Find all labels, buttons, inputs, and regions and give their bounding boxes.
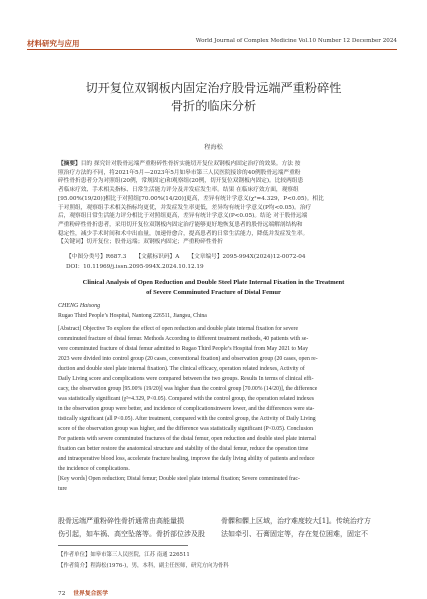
abstract-en-line: comminuted fracture of distal femur. Methods According to different treatment methods, 40 patients with se- bbox=[58, 336, 309, 342]
abstract-en-line: Daily Living score and complications were compared between the two groups. Results In terms of clinical effi- bbox=[58, 376, 314, 382]
author-bio-footnote: 【作者简介】程海松(1976-)，男，本科，副主任医师，研究方向为骨科 bbox=[58, 563, 229, 569]
body-right-line: 骨髁和髁上区域，治疗难度较大[1]。传统治疗方 bbox=[221, 517, 371, 525]
article-number: 【文章编号】2095-994X(2024)12-0072-04 bbox=[188, 254, 306, 260]
body-column-left bbox=[58, 515, 208, 540]
abstract-en-line: fixation can better restore the anatomical structure and stability of the distal femur, reduce the operation time bbox=[58, 446, 309, 452]
abstract-cn-text: 目的 探究针对股骨远端严重粉碎性骨折实施切开复位双钢板内固定治疗的效果。方法 按 bbox=[80, 161, 301, 167]
abstract-cn bbox=[58, 160, 372, 247]
body-right-line: 法如牵引、石膏固定等，存在复位困难，固定不 bbox=[221, 529, 368, 538]
keywords-en-line: [Key words] Open reduction; Distal femur; Double steel plate internal fixation; Severe comminuted frac- bbox=[58, 476, 300, 482]
abstract-en-line: tistically significant (all P<0.05). After treatment, compared with the control group, the Activity of Daily Living bbox=[58, 416, 316, 422]
abstract-cn-line: 者临床疗效、手术相关指标、日常生活能力评分及并发症发生率。结果 在临床疗效方面，观察组 bbox=[58, 187, 299, 194]
abstract-en-line: the incidence of complications. bbox=[58, 466, 130, 472]
title-cn-line-1: 切开复位双钢板内固定治疗股骨远端严重粉碎性 bbox=[85, 81, 342, 95]
abstract-en-line: cacy, the observation group [95.00% (19/20)] was higher than the control group [70.00% (14/20)], the difference bbox=[58, 386, 318, 392]
abstract-en-line: score of the observation group was higher, and the difference was statistically significant (P<0.05). Conclusion bbox=[58, 426, 314, 432]
header-rule bbox=[27, 49, 397, 50]
abstract-cn-line: 于对照组，观察组手术相关指标均更优，并发症发生率更低，差异均有统计学意义(P均<0.05)。治疗 bbox=[58, 204, 312, 211]
abstract-cn-line: 严重粉碎性骨折患者，采用切开复位双钢板内固定治疗能够更好地恢复患者的股骨远端解剖结构和 bbox=[58, 221, 303, 228]
keywords-en-line: ture bbox=[58, 486, 67, 492]
body-left-line: 股骨远端严重粉碎性骨折通常由高能量损 bbox=[58, 517, 184, 525]
affiliation-en: Rugao Third People’s Hospital, Nantong 226511, Jiangsu, China bbox=[58, 313, 207, 319]
title-cn-line-2: 骨折的临床分析 bbox=[170, 99, 257, 113]
abstract-en-line: 2023 were divided into control group (20 cases, conventional fixation) and observation group (20 cases, open re- bbox=[58, 356, 318, 362]
footer-journal-name: 世界复合医学 bbox=[73, 591, 109, 597]
abstract-cn-line: 照治疗方法的不同，将2021年5月—2023年5月如皋市第三人民医院接诊的40例股骨远端严重粉 bbox=[58, 169, 301, 176]
page-number: 72 bbox=[58, 591, 66, 597]
author-en: CHENG Haisong bbox=[58, 303, 101, 309]
doi: DOI：10.11969/j.issn.2095-994X.2024.10.12.19 bbox=[66, 264, 204, 270]
clc-number: 【中图分类号】R687.3 bbox=[66, 254, 127, 260]
abstract-cn-line: [95.00%(19/20)]相比于对照组[70.00%(14/20)]更高，差异有统计学意义(χ²=4.329，P<0.05)。相比 bbox=[58, 195, 324, 202]
keywords-cn: 【关键词】切开复位；股骨远端；双钢板内固定；严重粉碎性骨折 bbox=[58, 239, 223, 246]
abstract-en-line: [Abstract] Objective To explore the effect of open reduction and double plate internal fixation for severe bbox=[58, 326, 298, 332]
abstract-cn-line-1 bbox=[58, 160, 372, 169]
footnote-separator bbox=[58, 545, 188, 546]
abstract-cn-line: 稳定性，减少手术时间和术中出血量，加速骨愈合，提高患者的日常生活能力，降低并发症发生率。 bbox=[58, 230, 309, 237]
classification-line bbox=[66, 251, 306, 260]
abstract-cn-label: 【摘要】 bbox=[58, 161, 81, 167]
author-affiliation-footnote: 【作者单位】如皋市第三人民医院，江苏 南通 226511 bbox=[58, 552, 190, 558]
abstract-cn-line: 碎性骨折患者分为对照组(20例，常规固定)和观察组(20例，切开复位双钢板内固定)。比较两组患 bbox=[58, 178, 304, 185]
title-en-line-2: of Severe Comminuted Fracture of Distal Femur bbox=[146, 289, 281, 296]
abstract-cn-line: 后，观察组日常生活能力评分相比于对照组更高，差异有统计学意义(P<0.05)。结论 对于股骨远端 bbox=[58, 213, 308, 220]
doc-code: 【文献标识码】A bbox=[135, 254, 180, 260]
body-column-right bbox=[221, 515, 373, 540]
abstract-en-line: vere comminuted fracture of distal femur admitted to Rugao Third People’s Hospital from May 2021 to May bbox=[58, 346, 308, 352]
title-en-line-1: Clinical Analysis of Open Reduction and Double Steel Plate Internal Fixation in the Treatment bbox=[82, 279, 345, 286]
page-footer bbox=[58, 588, 108, 597]
abstract-en-line: was statistically significant (χ²=4.329, P<0.05). Compared with the control group, the operation related indexes bbox=[58, 396, 315, 402]
journal-header: World Journal of Complex Medicine Vol.10 Number 12 December 2024 bbox=[195, 38, 397, 44]
abstract-en-line: duction and double steel plate internal fixation). The clinical efficacy, operation related indexes, Activity of bbox=[58, 366, 305, 372]
abstract-en-line: For patients with severe comminuted fractures of the distal femur, open reduction and double steel plate internal bbox=[58, 436, 316, 442]
abstract-en-line: and intraoperative blood loss, accelerate fracture healing, improve the daily living ability of patients and reduce bbox=[58, 456, 315, 462]
author-cn: 程海松 bbox=[204, 144, 223, 151]
section-label: 材料研究与应用 bbox=[27, 39, 80, 48]
abstract-en bbox=[58, 324, 374, 494]
abstract-en-line: in the observation group were better, and incidence of complicationsinwere lower, and the differences were sta- bbox=[58, 406, 315, 412]
body-left-line: 伤引起，如车祸、高空坠落等。骨折部位涉及股 bbox=[58, 529, 205, 538]
